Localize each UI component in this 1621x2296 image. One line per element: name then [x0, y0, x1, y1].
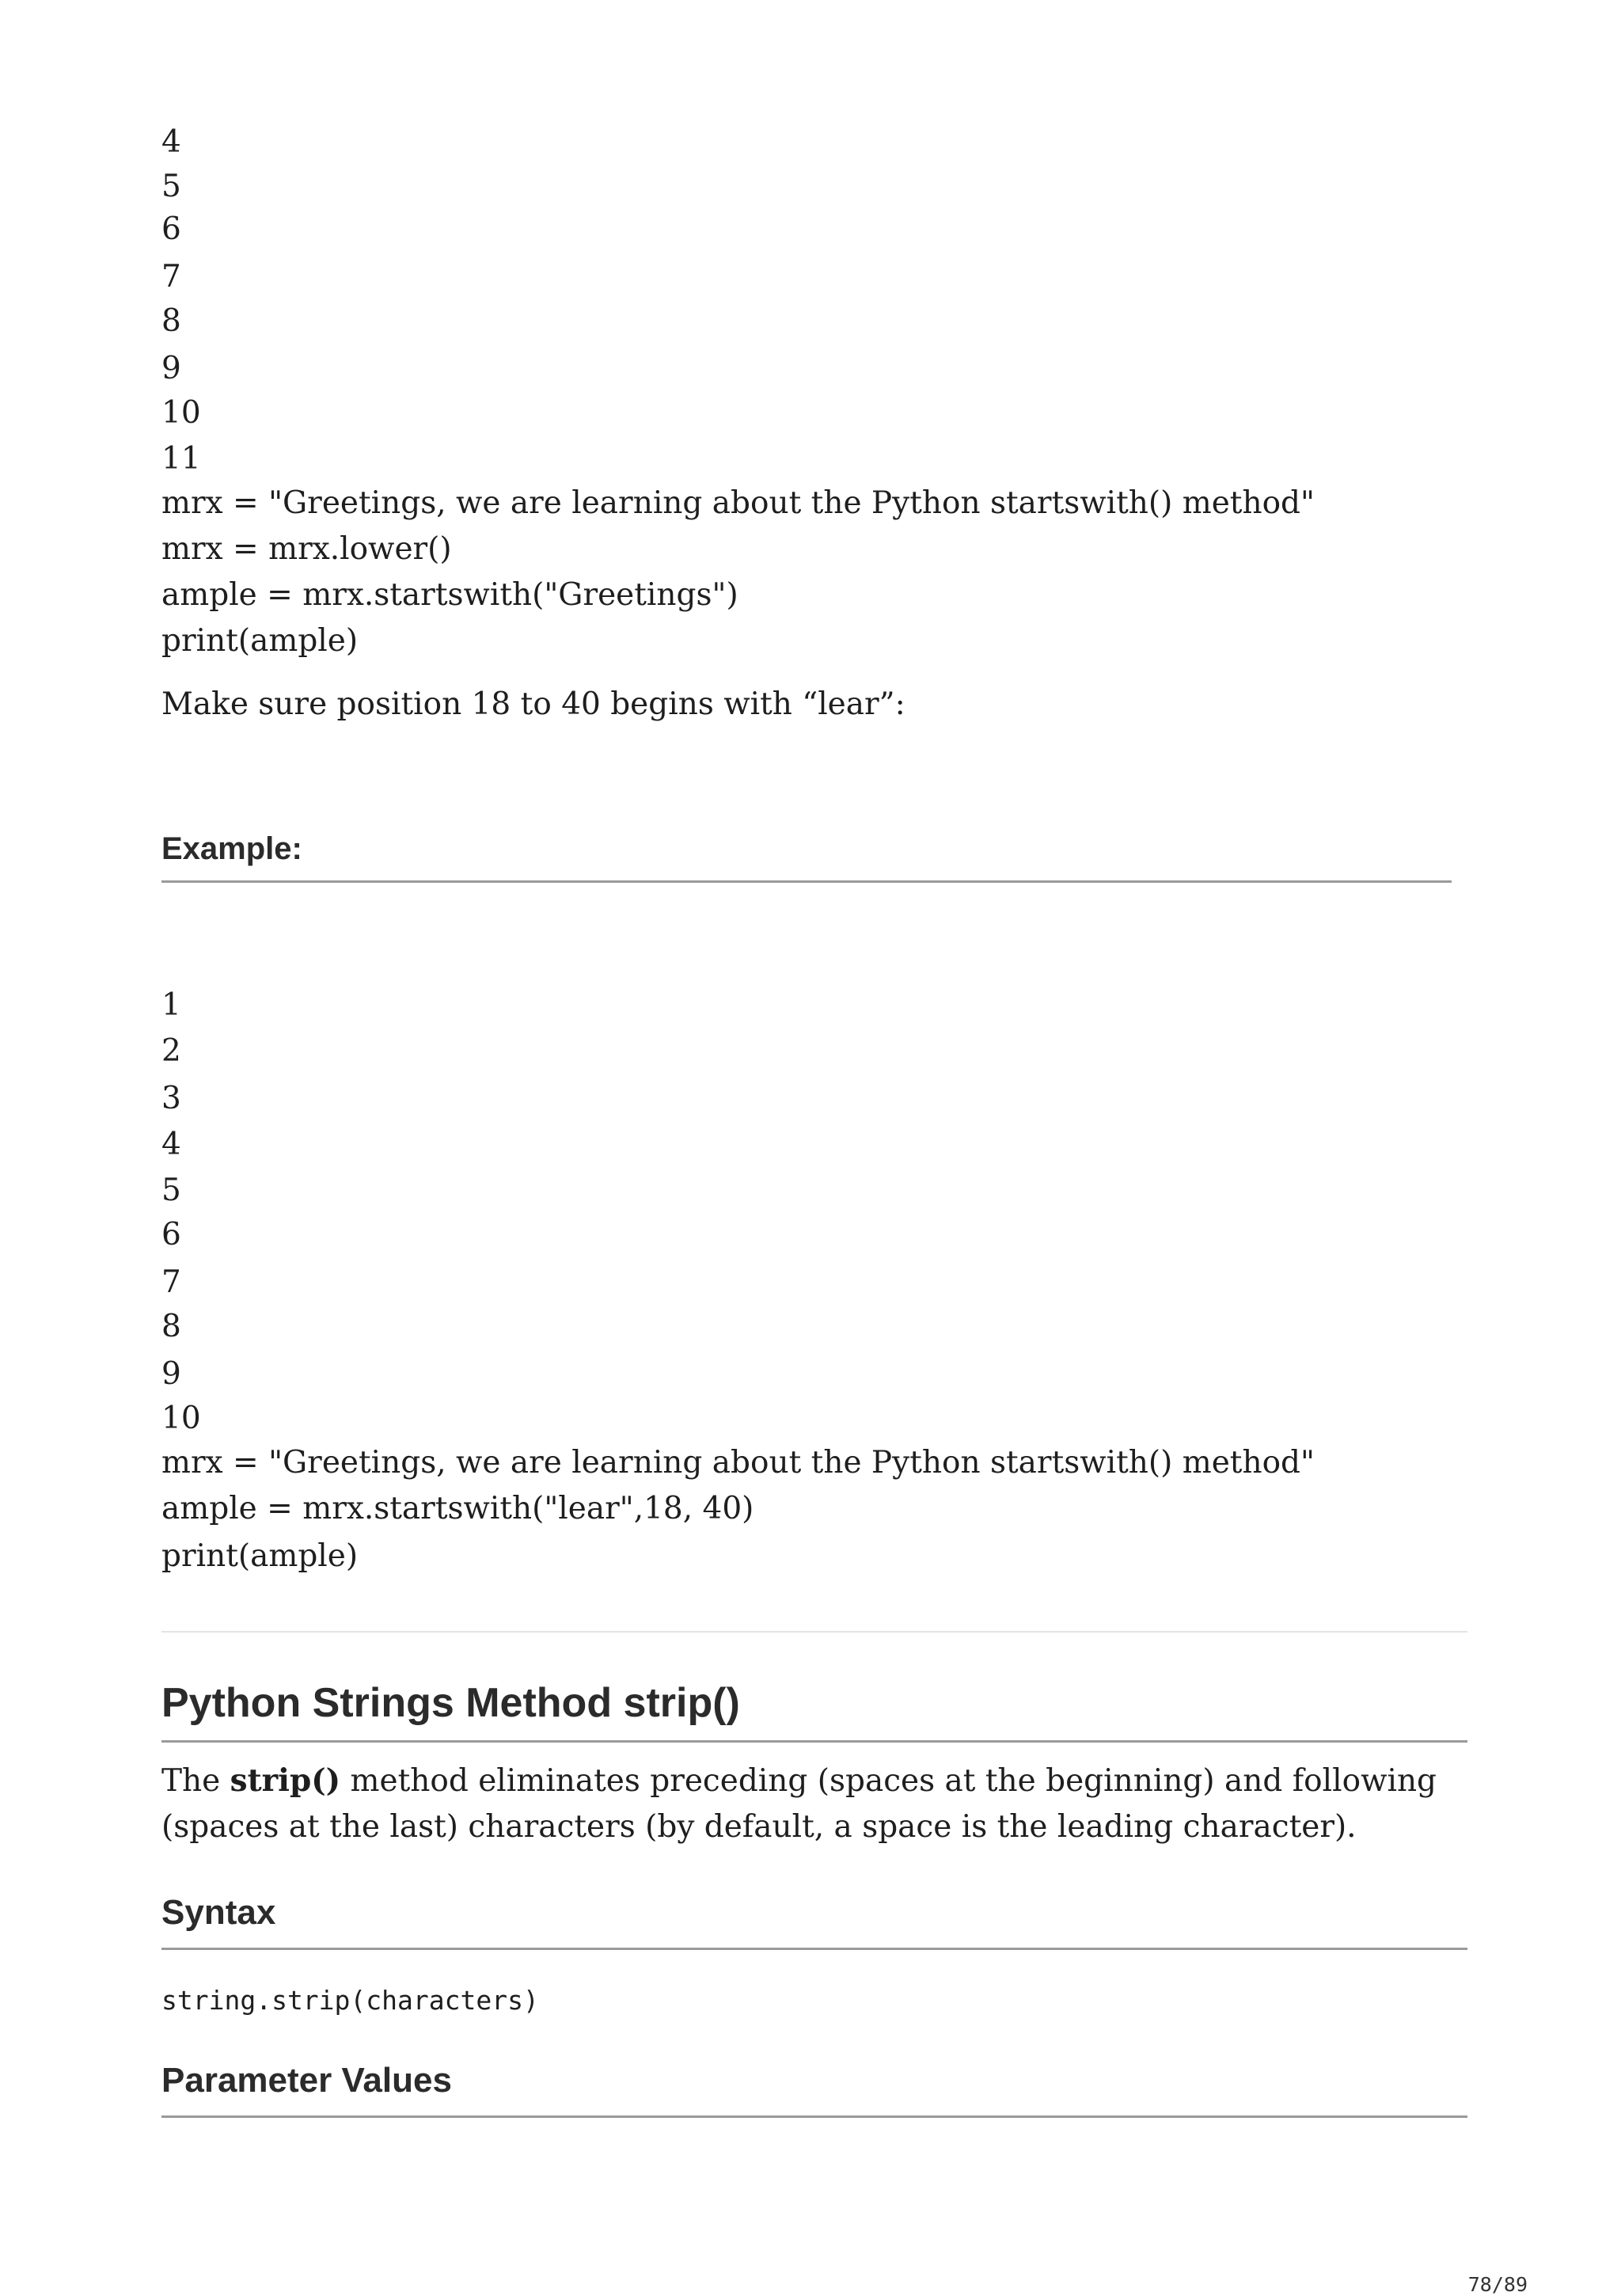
line-number: 10 — [161, 395, 201, 431]
syntax-heading: Syntax — [161, 1893, 276, 1932]
line-number: 8 — [161, 1309, 181, 1344]
code-line: mrx = "Greetings, we are learning about the Python startswith() method" — [161, 485, 1315, 521]
line-number: 7 — [161, 1264, 181, 1300]
example-divider — [161, 880, 1452, 883]
example-heading: Example: — [161, 831, 302, 866]
syntax-code: string.strip(characters) — [161, 1985, 539, 2016]
description-method-name: strip() — [230, 1762, 341, 1799]
code-line: mrx = mrx.lower() — [161, 531, 452, 567]
instruction-text: Make sure position 18 to 40 begins with “lear”: — [161, 686, 905, 722]
code-line: ample = mrx.startswith("Greetings") — [161, 577, 738, 613]
parameter-values-heading: Parameter Values — [161, 2061, 452, 2100]
line-number: 5 — [161, 1173, 181, 1208]
code-line: print(ample) — [161, 1538, 359, 1574]
code-line: ample = mrx.startswith("lear",18, 40) — [161, 1491, 754, 1526]
line-number: 1 — [161, 987, 181, 1023]
code-line: mrx = "Greetings, we are learning about the Python startswith() method" — [161, 1445, 1315, 1481]
line-number: 6 — [161, 211, 181, 247]
syntax-divider — [161, 1948, 1467, 1950]
line-number: 10 — [161, 1401, 201, 1436]
code-line: print(ample) — [161, 623, 359, 659]
parameter-values-divider — [161, 2115, 1467, 2118]
description-suffix: method eliminates preceding (spaces at the beginning) and following (spaces at the last) characters (by default, a space is the leading character). — [161, 1763, 1437, 1845]
line-number: 9 — [161, 351, 181, 386]
section-separator — [161, 1631, 1467, 1633]
line-number: 8 — [161, 303, 181, 339]
section-title-divider — [161, 1740, 1467, 1743]
line-number: 11 — [161, 441, 201, 477]
line-number: 9 — [161, 1356, 181, 1392]
description-prefix: The — [161, 1763, 230, 1799]
section-description — [161, 1758, 1467, 1850]
line-number: 6 — [161, 1217, 181, 1253]
line-number: 3 — [161, 1081, 181, 1116]
line-number: 7 — [161, 259, 181, 295]
line-number: 5 — [161, 169, 181, 204]
section-title: Python Strings Method strip() — [161, 1680, 740, 1726]
line-number: 4 — [161, 1127, 181, 1162]
page-number: 78/89 — [1467, 2273, 1528, 2296]
line-number: 4 — [161, 124, 181, 160]
line-number: 2 — [161, 1033, 181, 1069]
